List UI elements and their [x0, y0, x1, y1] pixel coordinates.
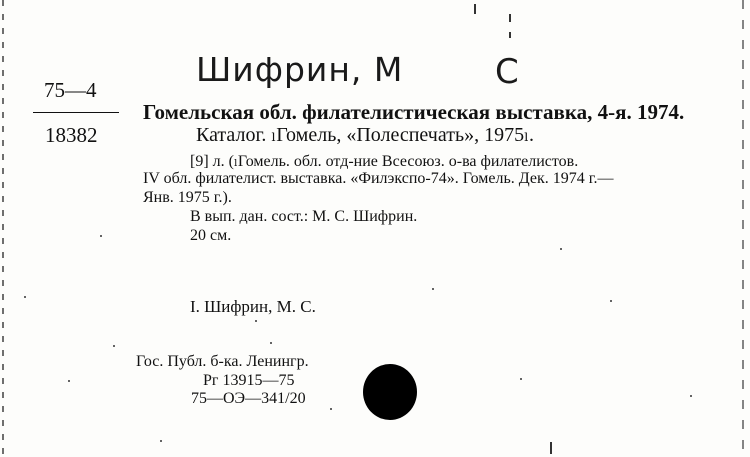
scan-speck: [255, 320, 257, 322]
scan-speck: [100, 235, 102, 237]
scan-mark: [509, 14, 511, 22]
description-line: [9] л. (ₗГомель. обл. отд-ние Всесоюз. о-ва филателистов.: [190, 153, 579, 170]
scan-speck: [160, 440, 162, 442]
scan-speck: [24, 296, 26, 298]
scan-speck: [270, 342, 272, 344]
library-line: Рг 13915—75: [203, 372, 295, 389]
scan-mark: [509, 32, 511, 38]
description-line: В вып. дан. сост.: М. С. Шифрин.: [190, 208, 418, 225]
description-line: Янв. 1975 г.).: [143, 189, 232, 206]
scan-speck: [68, 380, 70, 382]
handwritten-author-name: Шифрин, М: [196, 50, 404, 89]
card-left-edge: [2, 0, 4, 457]
scan-mark: [474, 4, 476, 14]
library-line: 75—ОЭ—341/20: [191, 390, 306, 407]
scan-speck: [432, 288, 434, 290]
scan-speck: [330, 408, 332, 410]
tracing-entry: I. Шифрин, М. С.: [190, 297, 316, 316]
ink-blot: [363, 364, 417, 420]
card-right-edge: [742, 0, 744, 457]
shelf-mark-divider: [33, 112, 119, 113]
card-title: Гомельская обл. филателистическая выставка, 4-я. 1974.: [143, 100, 685, 124]
scan-speck: [520, 378, 522, 380]
scan-speck: [113, 345, 115, 347]
scan-speck: [610, 300, 612, 302]
catalog-imprint-line: Каталог. ₗГомель, «Полеспечать», 1975ₗ.: [196, 124, 534, 146]
scan-mark: [550, 442, 552, 454]
description-line: IV обл. филателист. выставка. «Филэкспо-74». Гомель. Дек. 1974 г.—: [143, 170, 614, 187]
description-line: 20 см.: [190, 227, 232, 244]
scan-speck: [690, 395, 692, 397]
shelf-mark-bottom: 18382: [45, 123, 98, 147]
scan-speck: [560, 248, 562, 250]
library-line: Гос. Публ. б-ка. Ленингр.: [136, 353, 309, 370]
handwritten-letter: С: [495, 52, 520, 92]
shelf-mark-top: 75—4: [44, 78, 97, 102]
